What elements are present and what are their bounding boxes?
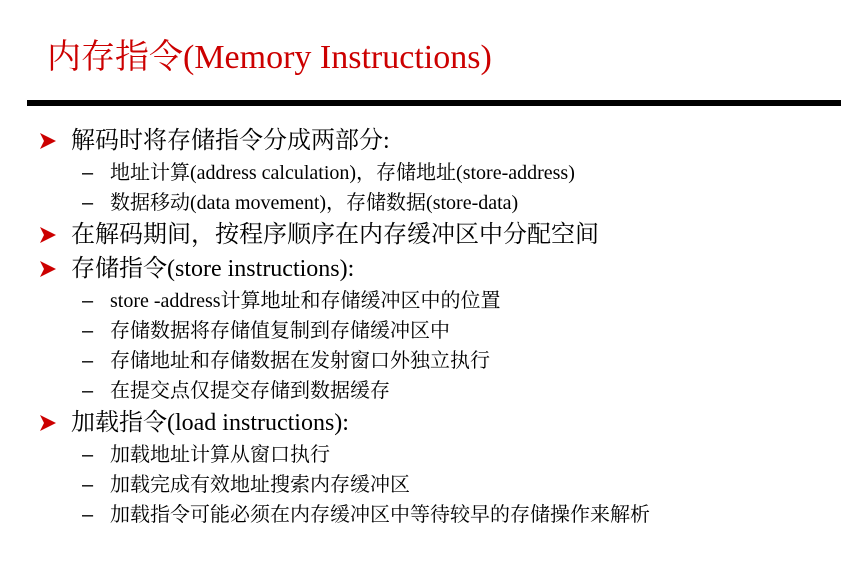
bullet-text: 加载指令(load instructions): bbox=[71, 410, 349, 436]
dash-marker: – bbox=[82, 444, 94, 466]
dash-marker: – bbox=[82, 192, 94, 214]
dash-marker: – bbox=[82, 380, 94, 402]
sub-bullet-text: 地址计算(address calculation)，存储地址(store-address) bbox=[110, 162, 575, 184]
sub-bullet-item bbox=[0, 346, 841, 376]
slide-title: 内存指令(Memory Instructions) bbox=[47, 39, 492, 76]
sub-bullet-text: 存储数据将存储值复制到存储缓冲区中 bbox=[110, 320, 450, 342]
bullet-text: 解码时将存储指令分成两部分: bbox=[71, 128, 390, 154]
bullet-text: 存储指令(store instructions): bbox=[71, 256, 355, 282]
dash-marker: – bbox=[82, 474, 94, 496]
bullet-text: 在解码期间，按程序顺序在内存缓冲区中分配空间 bbox=[71, 222, 599, 248]
sub-bullet-text: 在提交点仅提交存储到数据缓存 bbox=[110, 380, 390, 402]
dash-marker: – bbox=[82, 504, 94, 526]
bullet-item bbox=[0, 252, 841, 286]
sub-bullet-text: store -address计算地址和存储缓冲区中的位置 bbox=[110, 290, 501, 312]
sub-bullet-text: 加载地址计算从窗口执行 bbox=[110, 444, 330, 466]
sub-bullet-text: 存储地址和存储数据在发射窗口外独立执行 bbox=[110, 350, 490, 372]
bullet-item bbox=[0, 406, 841, 440]
sub-bullet-item bbox=[0, 440, 841, 470]
sub-bullet-item bbox=[0, 500, 841, 530]
red-arrow-bullet-icon bbox=[38, 406, 60, 440]
sub-bullet-text: 加载指令可能必须在内存缓冲区中等待较早的存储操作来解析 bbox=[110, 504, 650, 526]
sub-bullet-item bbox=[0, 158, 841, 188]
sub-bullet-item bbox=[0, 316, 841, 346]
bullet-item bbox=[0, 218, 841, 252]
sub-bullet-item bbox=[0, 286, 841, 316]
bullet-list bbox=[0, 124, 841, 530]
red-arrow-bullet-icon bbox=[38, 252, 60, 286]
sub-bullet-text: 加载完成有效地址搜索内存缓冲区 bbox=[110, 474, 410, 496]
sub-bullet-item bbox=[0, 470, 841, 500]
bullet-item bbox=[0, 124, 841, 158]
title-divider bbox=[27, 100, 841, 106]
sub-bullet-text: 数据移动(data movement)，存储数据(store-data) bbox=[110, 192, 519, 214]
red-arrow-bullet-icon bbox=[38, 124, 60, 158]
dash-marker: – bbox=[82, 162, 94, 184]
dash-marker: – bbox=[82, 350, 94, 372]
red-arrow-bullet-icon bbox=[38, 218, 60, 252]
sub-bullet-item bbox=[0, 188, 841, 218]
dash-marker: – bbox=[82, 290, 94, 312]
dash-marker: – bbox=[82, 320, 94, 342]
sub-bullet-item bbox=[0, 376, 841, 406]
